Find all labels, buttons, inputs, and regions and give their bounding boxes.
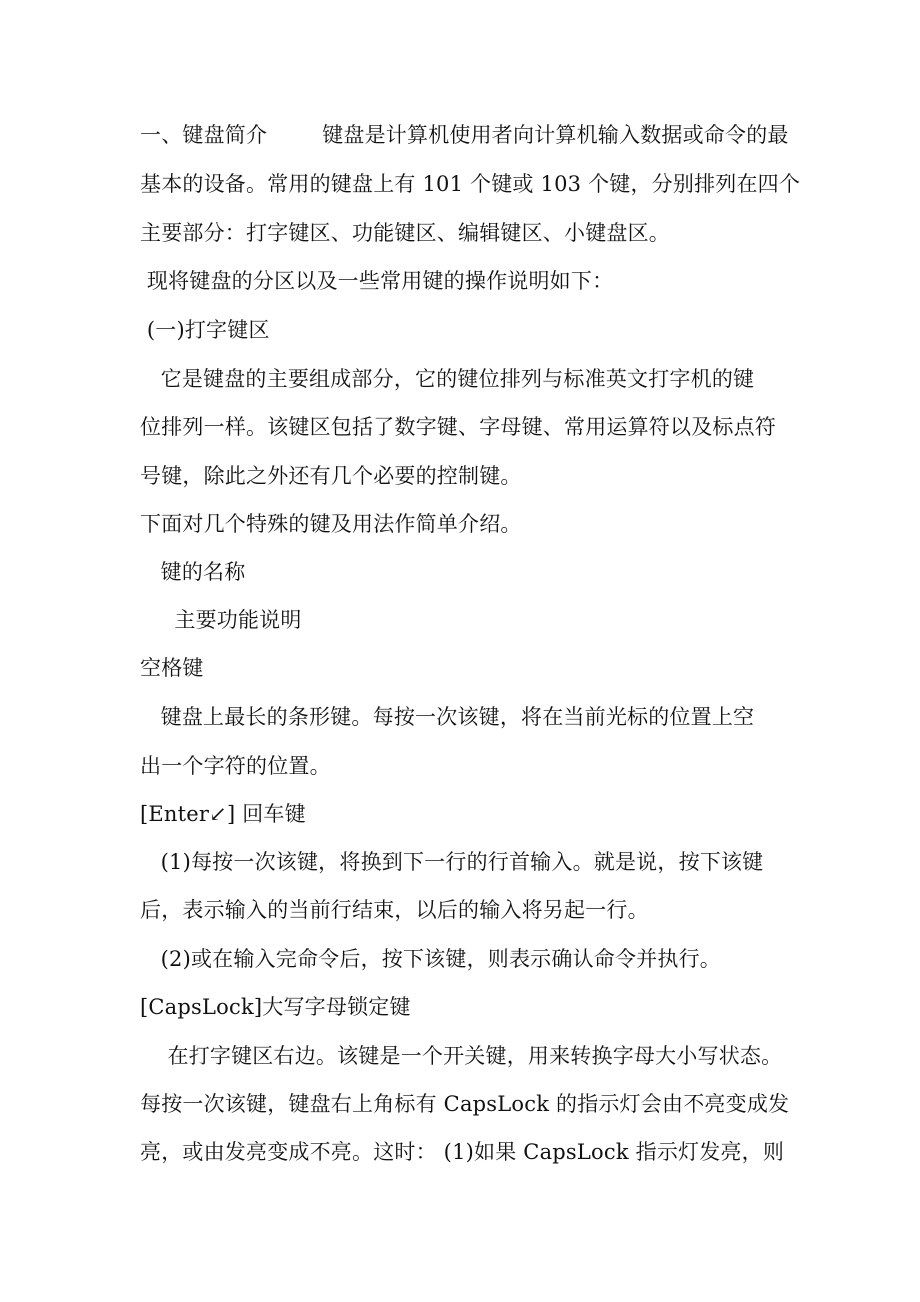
text-line: 号键，除此之外还有几个必要的控制键。 <box>140 464 522 488</box>
key-name-enter: [Enter↙] 回车键 <box>140 802 306 826</box>
section-heading: (一)打字键区 <box>140 318 270 342</box>
text-line: 亮，或由发亮变成不亮。这时： (1)如果 CapsLock 指示灯发亮，则 <box>140 1140 785 1164</box>
table-header-function: 主要功能说明 <box>140 608 302 632</box>
text-line: (2)或在输入完命令后，按下该键，则表示确认命令并执行。 <box>140 947 721 971</box>
text-line: 主要部分：打字键区、功能键区、编辑键区、小键盘区。 <box>140 221 670 245</box>
text-line: 现将键盘的分区以及一些常用键的操作说明如下： <box>140 269 614 293</box>
text-line: 后，表示输入的当前行结束，以后的输入将另起一行。 <box>140 898 649 922</box>
table-header-key-name: 键的名称 <box>140 560 246 584</box>
text-line: 出一个字符的位置。 <box>140 754 331 778</box>
text-line: 每按一次该键，键盘右上角标有 CapsLock 的指示灯会由不亮变成发 <box>140 1092 790 1116</box>
text-line: 位排列一样。该键区包括了数字键、字母键、常用运算符以及标点符 <box>140 415 776 439</box>
text-line: (1)每按一次该键，将换到下一行的行首输入。就是说，按下该键 <box>140 850 764 874</box>
text-line: 一、键盘简介 键盘是计算机使用者向计算机输入数据或命令的最 <box>140 123 789 147</box>
text-line: 键盘上最长的条形键。每按一次该键，将在当前光标的位置上空 <box>140 705 755 729</box>
text-line: 基本的设备。常用的键盘上有 101 个键或 103 个键，分别排列在四个 <box>140 172 801 196</box>
text-line: 它是键盘的主要组成部分，它的键位排列与标准英文打字机的键 <box>140 367 755 391</box>
text-line: 在打字键区右边。该键是一个开关键，用来转换字母大小写状态。 <box>140 1044 783 1068</box>
key-name-space: 空格键 <box>140 656 204 680</box>
key-name-capslock: [CapsLock]大写字母锁定键 <box>140 995 411 1019</box>
text-line: 下面对几个特殊的键及用法作简单介绍。 <box>140 512 522 536</box>
